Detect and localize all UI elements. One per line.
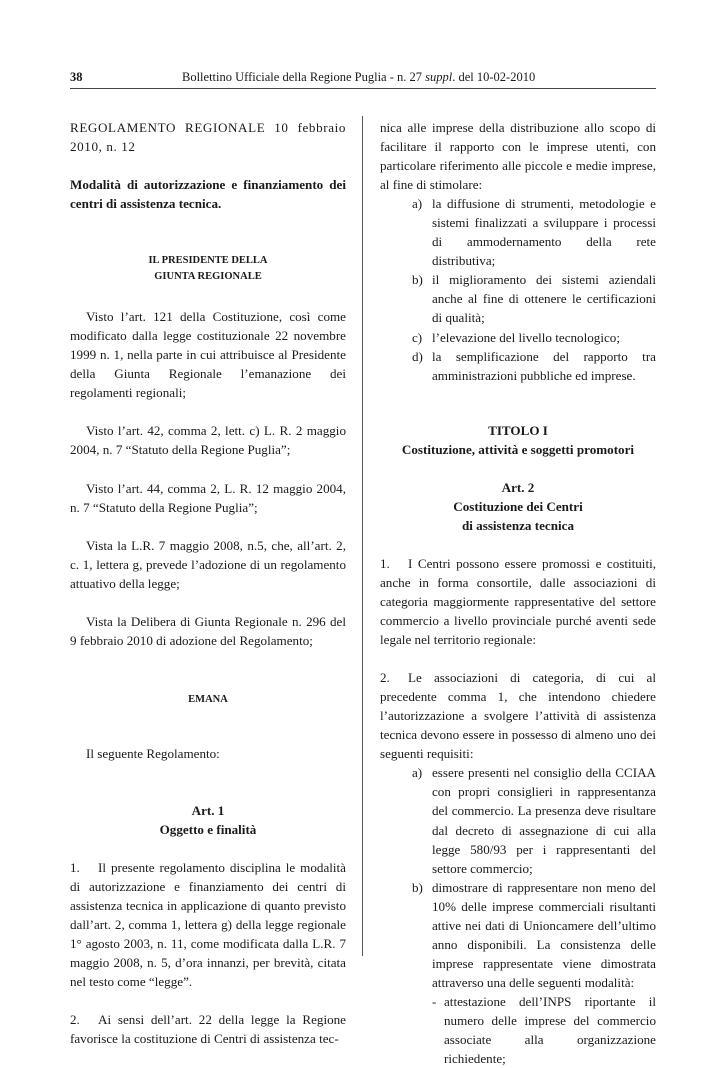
paragraph-number: 2.: [380, 670, 390, 686]
list-item: [412, 194, 656, 270]
art2-title: Art. 2: [501, 479, 535, 495]
list-label: a): [412, 765, 423, 781]
recital: Vista la Delibera di Giunta Regionale n. 296 del 9 febbraio 2010 di adozione del Regolamento;: [70, 613, 346, 648]
list-label: a): [412, 196, 423, 212]
titolo-subtitle: Costituzione, attività e soggetti promotori: [401, 441, 635, 457]
list-text: la diffusione di strumenti, metodologie e sistemi finalizzati a sviluppare i processi di ammodernamento della rete distributiva;: [432, 196, 656, 269]
list-label: -: [432, 993, 437, 1009]
list-item: [412, 270, 656, 327]
paragraph-text: Le associazioni di categoria, di cui al precedente comma 1, che intendono chiedere l’autorizzazione a svolgere l’attività di assistenza tecnica devono essere in possesso di almeno uno dei seguenti requisiti:: [380, 670, 656, 762]
art1-paragraph-2: [70, 1010, 346, 1048]
page-number: 38: [70, 70, 83, 84]
paragraph-number: 1.: [70, 859, 80, 875]
regulation-subject: Modalità di autorizzazione e finanziamento dei centri di assistenza tecnica.: [70, 177, 346, 212]
recital: Visto l’art. 121 della Costituzione, così come modificato dalla legge costituzionale 22 novembre 1999 n. 1, nella parte in cui attribuisce al Presidente della Giunta Regionale l’emanazione dei regolamenti regionali;: [70, 309, 346, 401]
right-column: [380, 118, 656, 1068]
president-heading-2: GIUNTA REGIONALE: [154, 271, 262, 283]
recital: Visto l’art. 42, comma 2, lett. c) L. R. 2 maggio 2004, n. 7 “Statuto della Regione Puglia”;: [70, 423, 346, 458]
recital: Vista la L.R. 7 maggio 2008, n.5, che, all’art. 2, c. 1, lettera g, prevede l’adozione di un regolamento attuativo della legge;: [70, 537, 346, 591]
left-column: [70, 118, 346, 1048]
list-text: il miglioramento dei sistemi aziendali anche al fine di ottenere le certificazioni di qualità;: [432, 272, 656, 326]
continuation-text: nica alle imprese della distribuzione allo scopo di facilitare il rapporto con le imprese utenti, con particolare riferimento alle piccole e medie imprese, al fine di stimolare:: [380, 120, 656, 193]
art1-paragraph-1: [70, 858, 346, 991]
list-label: b): [412, 272, 423, 288]
president-heading-1: IL PRESIDENTE DELLA: [148, 255, 268, 267]
list-label: b): [412, 879, 423, 895]
list-text: l’elevazione del livello tecnologico;: [432, 329, 620, 345]
bulletin-title: [182, 70, 535, 85]
list-text: attestazione dell’INPS riportante il numero delle imprese del commercio associate alla organizzazione richiedente;: [444, 993, 656, 1067]
list-item: [412, 347, 656, 385]
recital: Visto l’art. 44, comma 2, L. R. 12 maggio 2004, n. 7 “Statuto della Regione Puglia”;: [70, 480, 346, 515]
paragraph-text: Il presente regolamento disciplina le modalità di autorizzazione e finanziamento dei centri di assistenza tecnica in applicazione di quanto previsto dall’art. 2, comma 1, lettera g) della legge regionale 1° agosto 2003, n. 11, come modificata dalla L.R. 7 maggio 2008, n. 5, d’ora innanzi, per brevità, citata nel testo come “legge”.: [70, 859, 346, 990]
paragraph-text: Ai sensi dell’art. 22 della legge la Regione favorisce la costituzione di Centri di assistenza tec-: [70, 1012, 346, 1047]
paragraph-text: I Centri possono essere promossi e costituiti, anche in forma consortile, dalle associazioni di categoria maggiormente rappresentative del settore commercio a livello provinciale purché aventi sede legale nel territorio regionale:: [380, 555, 656, 648]
list-label: d): [412, 348, 423, 364]
list-text: la semplificazione del rapporto tra amministrazioni pubbliche ed imprese.: [432, 348, 656, 383]
art2-subtitle-2: di assistenza tecnica: [461, 517, 574, 533]
requirements-list: [380, 763, 656, 1068]
page-header: [70, 66, 656, 89]
art2-subtitle-1: Costituzione dei Centri: [453, 498, 583, 514]
modalities-list: [432, 992, 656, 1068]
objectives-list: [380, 194, 656, 384]
emana-heading: EMANA: [188, 693, 228, 705]
list-item: [412, 763, 656, 877]
following-text: Il seguente Regolamento:: [86, 745, 220, 761]
column-divider: [362, 116, 363, 956]
regulation-title: REGOLAMENTO REGIONALE 10 febbraio 2010, n. 12: [70, 120, 346, 155]
art1-title: Art. 1: [191, 802, 225, 818]
art2-paragraph-2: [380, 668, 656, 763]
list-label: c): [412, 329, 423, 345]
titolo-heading: TITOLO I: [488, 422, 548, 438]
list-item: [412, 878, 656, 1068]
bulletin-title-date: . del 10-02-2010: [452, 70, 536, 84]
art2-paragraph-1: [380, 554, 656, 649]
list-item: [432, 992, 656, 1068]
list-text: dimostrare di rappresentare non meno del 10% delle imprese commerciali risultanti attive nei dati di Unioncamere dell’ultimo anno disponibili. La consistenza delle imprese rappresentate viene dimostrata attraverso una delle seguenti modalità:: [432, 879, 656, 990]
list-item: [412, 328, 656, 347]
paragraph-number: 2.: [70, 1012, 80, 1028]
bulletin-title-main: Bollettino Ufficiale della Regione Puglia - n. 27: [182, 70, 426, 84]
list-text: essere presenti nel consiglio della CCIAA con propri consiglieri in rappresentanza del commercio. La presenza deve risultare dal decreto di assegnazione di cui alla legge 580/93 per i rappresentanti del settore commercio;: [432, 765, 656, 876]
art1-subtitle: Oggetto e finalità: [159, 821, 257, 837]
bulletin-title-suppl: suppl: [425, 70, 453, 84]
paragraph-number: 1.: [380, 555, 390, 571]
